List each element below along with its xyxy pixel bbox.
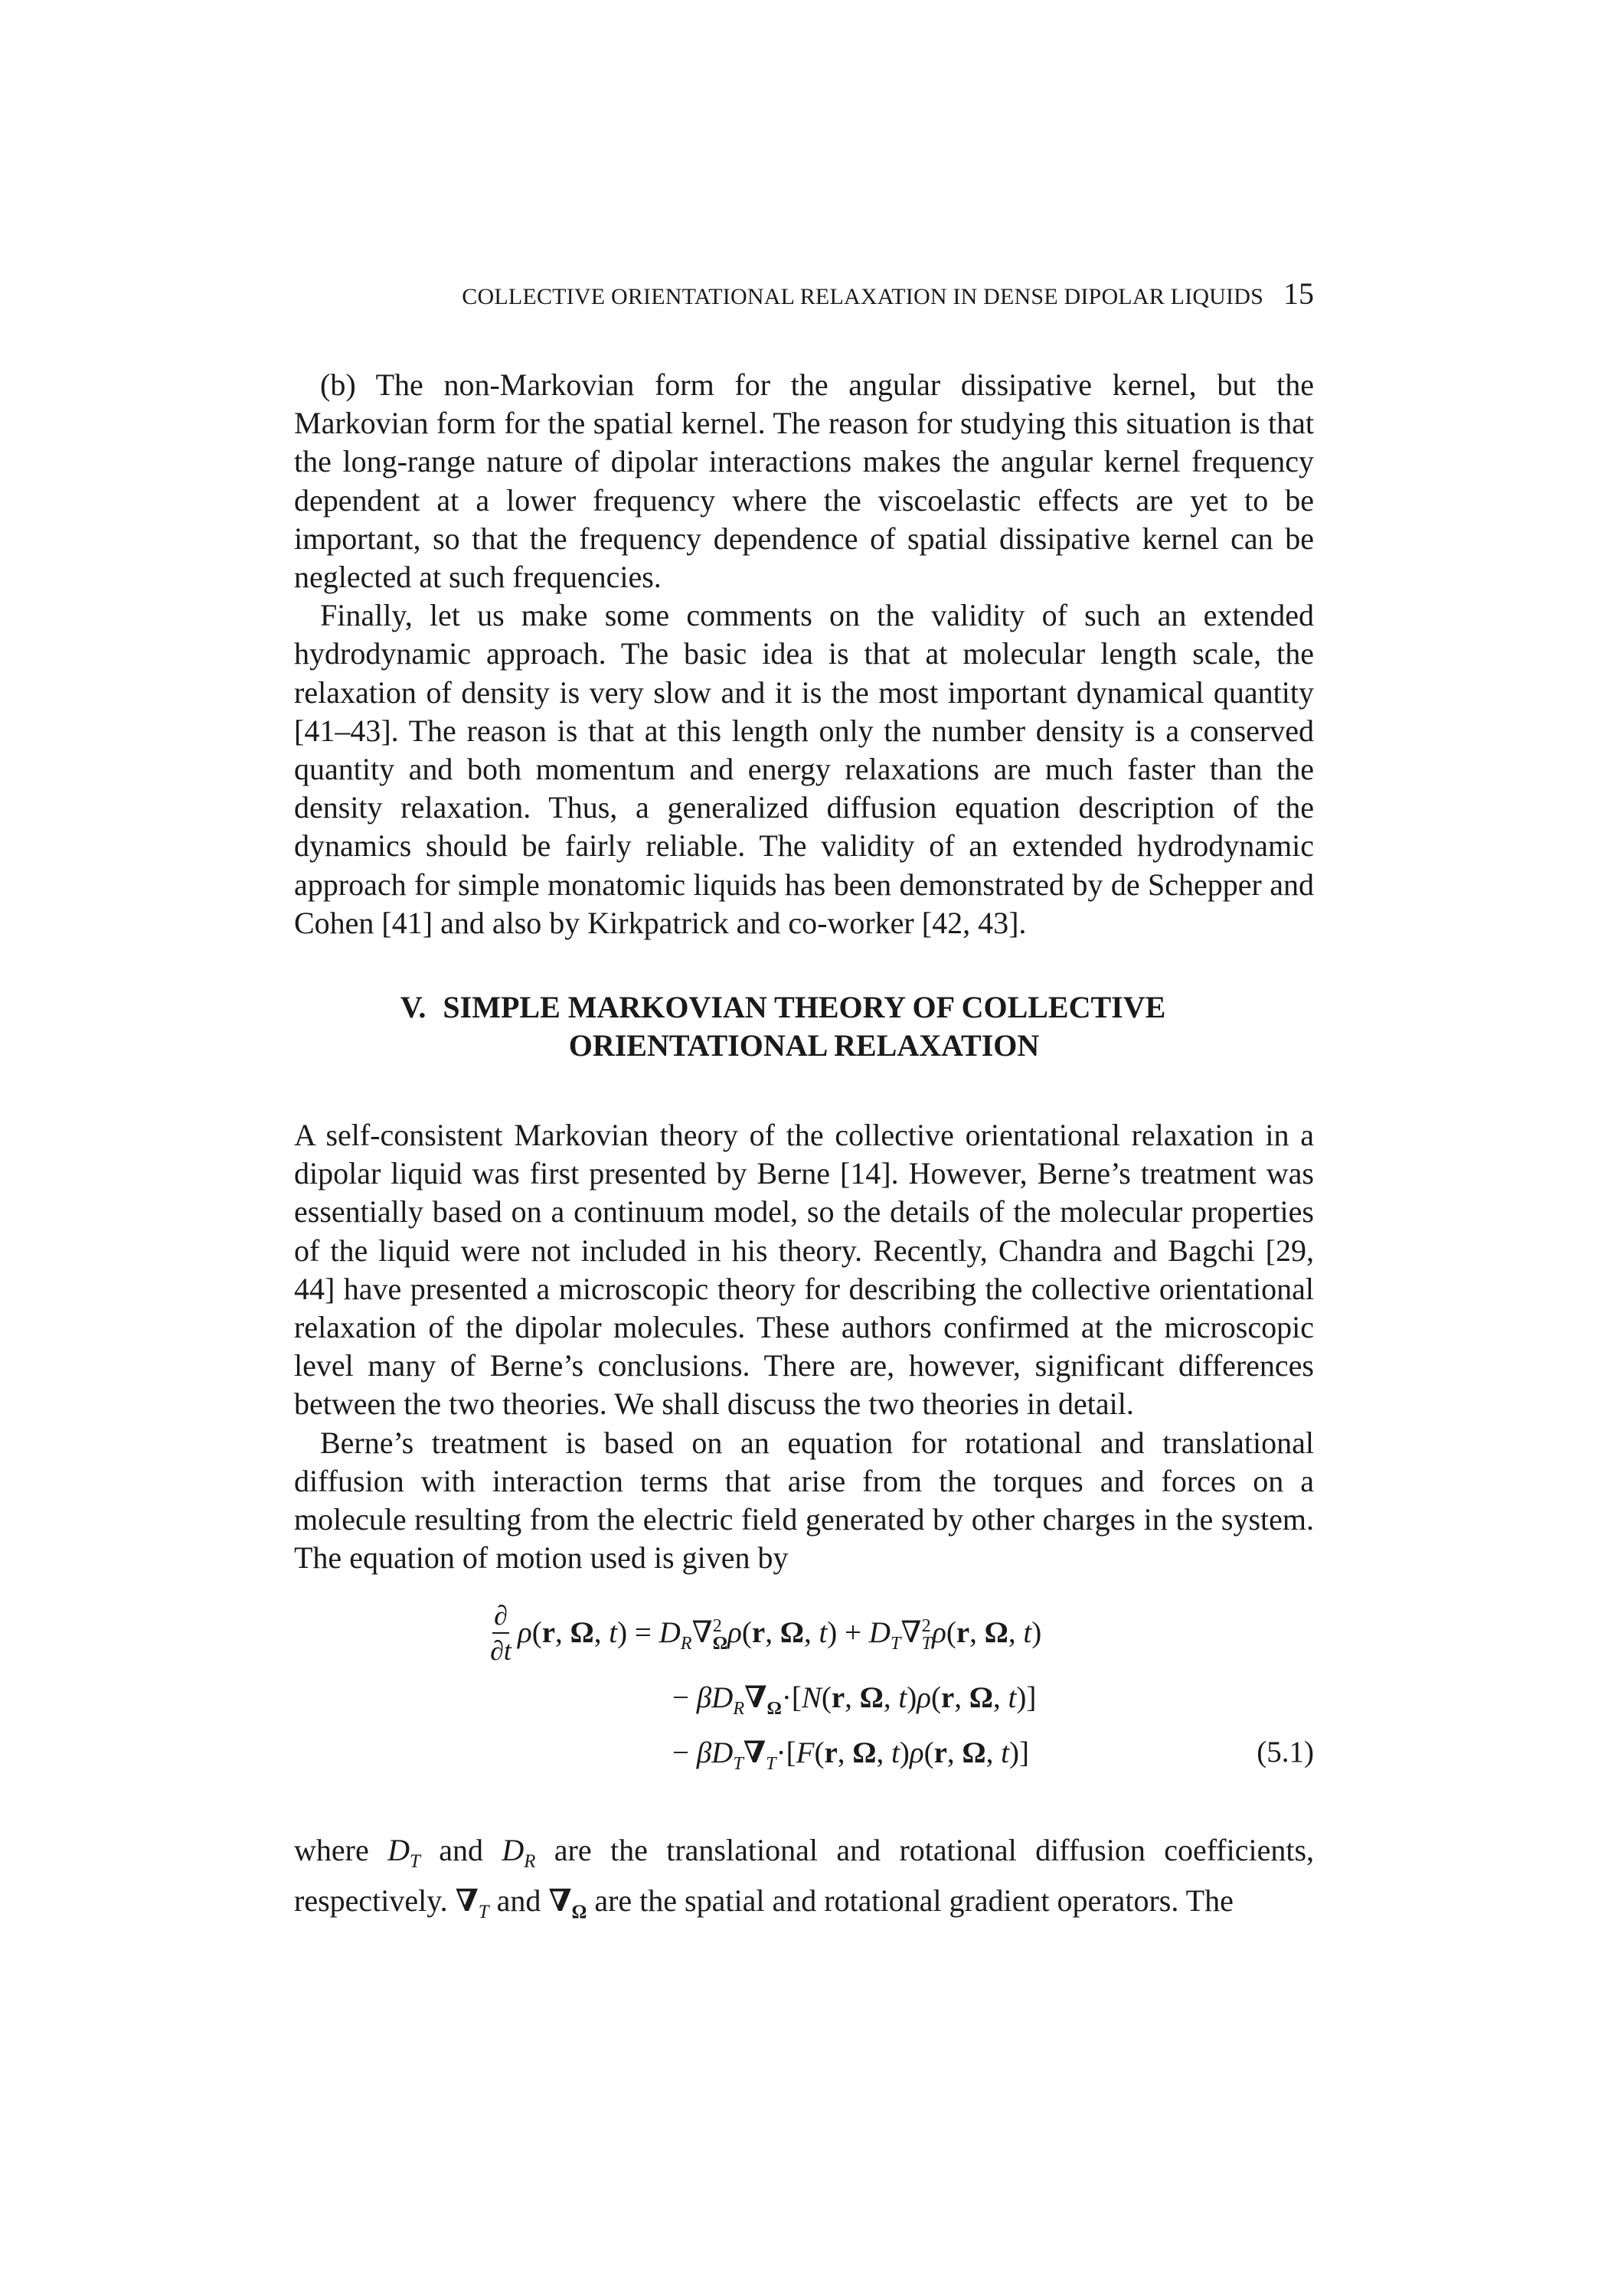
running-title: COLLECTIVE ORIENTATIONAL RELAXATION IN DENSE DIPOLAR LIQUIDS xyxy=(462,284,1263,309)
partial-derivative-symbol: ∂ ∂t xyxy=(490,1600,511,1667)
section-title-line-2: ORIENTATIONAL RELAXATION xyxy=(568,1028,1040,1063)
equation-5-1 xyxy=(294,1600,1314,1799)
running-head xyxy=(294,276,1314,322)
section-number: V. xyxy=(400,990,427,1025)
page-body xyxy=(294,276,1314,1932)
where-word: where xyxy=(294,1833,369,1868)
equation-line-2: − $\beta D_R\nabla_\Omega\cdot[N(r$, Ω, t)ρ(r, Ω, t)] xyxy=(672,1681,1037,1720)
paragraph-markovian-form: (b) The non-Markovian form for the angular dissipative kernel, but the Markovian form for the spatial kernel. The reason for studying this situation is that the long-range nature of dipolar interactions makes the angular kernel frequency dependent at a lower frequency where the viscoelastic effects are yet to be important, so that the frequency dependence of spatial dissipative kernel can be neglected at such frequencies. xyxy=(294,367,1314,595)
equation-line-1: ρ(r, Ω, $t) = D_R\nabla^2_\Omega\rho(r$, Ω, $t) + D_T\nabla^2_T\rho(r$, Ω, t) xyxy=(518,1615,1042,1654)
paragraph-berne-theory: A self-consistent Markovian theory of the collective orientational relaxation in a dipolar liquid was first presented by Berne [14]. However, Berne’s treatment was essentially based on a continuum model, so the details of the molecular properties of the liquid were not included in his theory. Recently, Chandra and Bagchi [29, 44] have presented a microscopic theory for describing the collective orientational relaxation of the dipolar molecules. These authors confirmed at the microscopic level many of Berne’s conclusions. There are, however, significant differences between the two theories. We shall discuss the two theories in detail. xyxy=(294,1118,1314,1422)
section-heading xyxy=(294,988,1314,1065)
and-word-1: and xyxy=(439,1833,483,1868)
diffusion-coefficients-text: are the translational and rotational diffusion coefficients, respectively. xyxy=(294,1833,1315,1918)
page-number: 15 xyxy=(1283,276,1314,311)
equation-line-3: − $\beta D_T\nabla_T\cdot[F(r$, Ω, t)ρ(r, Ω, t)] xyxy=(672,1736,1029,1775)
and-word-2: and xyxy=(496,1883,541,1918)
equation-number: (5.1) xyxy=(1257,1736,1314,1769)
section-heading-line-1 xyxy=(252,988,1314,1027)
paragraph-validity: Finally, let us make some comments on the validity of such an extended hydrodynamic approach. The basic idea is that at molecular length scale, the relaxation of density is very slow and it is the most important dynamical quantity [41–43]. The reason is that at this length only the number density is a conserved quantity and both momentum and energy relaxations are much faster than the density relaxation. Thus, a generalized diffusion equation description of the dynamics should be fairly reliable. The validity of an extended hydrodynamic approach for simple monatomic liquids has been demonstrated by de Schepper and Cohen [41] and also by Kirkpatrick and co-worker [42, 43]. xyxy=(294,598,1314,940)
paragraph-where: where $D_T$ and $D_R$ are the translational and rotational diffusion coefficients, respectively. $\nabla_T$ and $\nabla_\Omega$ are the spatial and rotational gradient operators. The xyxy=(294,1833,1315,1922)
section-title-line-1: SIMPLE MARKOVIAN THEORY OF COLLECTIVE xyxy=(443,990,1166,1025)
paragraph-equation-intro: Berne’s treatment is based on an equation for rotational and translational diffusion with interaction terms that arise from the torques and forces on a molecule resulting from the electric field generated by other charges in the system. The equation of motion used is given by xyxy=(294,1425,1314,1576)
gradient-operators-text: are the spatial and rotational gradient operators. The xyxy=(594,1883,1234,1918)
